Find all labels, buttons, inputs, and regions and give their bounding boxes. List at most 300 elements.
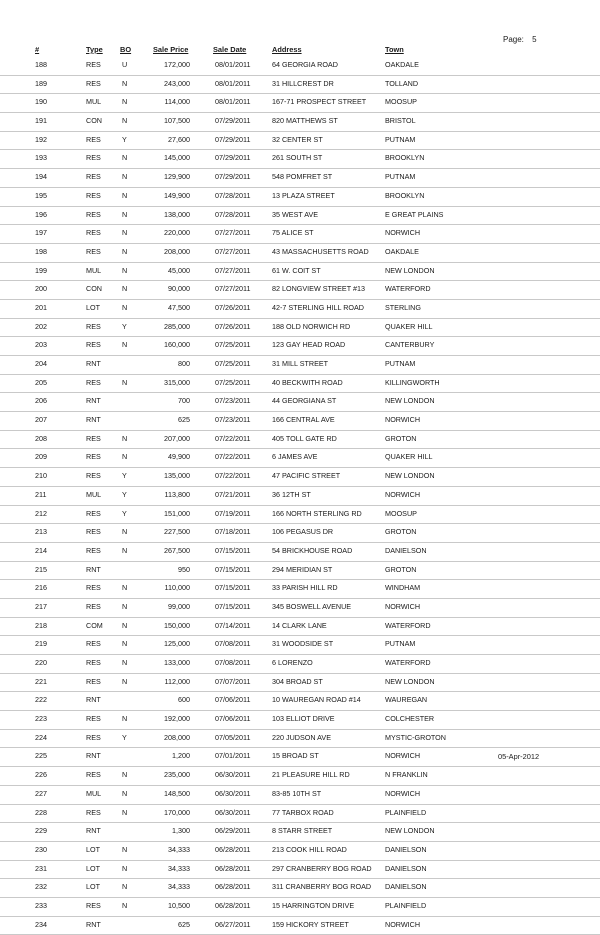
cell-bo: N [122,116,128,126]
cell-address: 32 CENTER ST [272,134,323,144]
cell-town: NEW LONDON [385,265,435,275]
cell-type: RES [86,900,101,910]
table-row [0,655,600,674]
cell-bo: N [122,97,128,107]
cell-sale-date: 07/21/2011 [215,489,251,499]
cell-bo: N [122,172,128,182]
table-row [0,506,600,525]
cell-sale-price: 600 [178,695,190,705]
cell-town: DANIELSON [385,863,427,873]
cell-address: 345 BOSWELL AVENUE [272,601,352,611]
cell-address: 166 CENTRAL AVE [272,415,335,425]
cell-bo: N [122,265,128,275]
cell-bo: N [122,583,128,593]
cell-sale-price: 110,000 [164,583,190,593]
cell-town: MYSTIC-GROTON [385,732,446,742]
cell-sale-date: 07/29/2011 [215,153,251,163]
cell-type: CON [86,116,102,126]
cell-sale-price: 149,900 [164,190,190,200]
cell-sale-date: 07/29/2011 [215,134,251,144]
cell-town: GROTON [385,564,417,574]
cell-address: 220 JUDSON AVE [272,732,331,742]
cell-address: 188 OLD NORWICH RD [272,321,351,331]
cell-town: PUTNAM [385,639,416,649]
cell-bo: Y [122,134,127,144]
table-row [0,449,600,468]
cell-bo: N [122,228,128,238]
cell-town: TOLLAND [385,78,419,88]
cell-sale-price: 208,000 [164,732,190,742]
table-row [0,113,600,132]
cell-sale-price: 27,600 [168,134,190,144]
cell-sale-date: 07/14/2011 [215,620,251,630]
cell-number: 215 [35,564,47,574]
cell-sale-date: 07/27/2011 [215,284,251,294]
cell-sale-price: 285,000 [164,321,190,331]
cell-bo: N [122,302,128,312]
cell-sale-price: 133,000 [164,658,190,667]
table-header [0,45,600,56]
cell-address: 47 PACIFIC STREET [272,471,341,481]
cell-bo: Y [122,471,127,481]
cell-sale-date: 06/29/2011 [215,826,251,836]
cell-bo: N [122,78,128,88]
cell-type: RES [86,228,101,238]
cell-town: DANIELSON [385,882,427,892]
cell-address: 10 WAUREGAN ROAD #14 [272,695,361,705]
cell-address: 8 STARR STREET [272,826,333,836]
cell-type: LOT [86,844,100,854]
cell-bo: N [122,601,128,611]
cell-number: 214 [35,545,47,555]
cell-number: 199 [35,265,47,275]
cell-type: RES [86,732,101,742]
table-row [0,879,600,898]
cell-sale-date: 06/28/2011 [215,900,251,910]
cell-town: WATERFORD [385,284,431,294]
cell-type: RES [86,770,101,780]
cell-sale-price: 208,000 [164,246,190,256]
cell-number: 193 [35,153,47,163]
cell-number: 188 [35,60,47,69]
table-row [0,898,600,917]
cell-sale-date: 07/25/2011 [215,359,251,368]
cell-number: 228 [35,807,47,817]
cell-sale-price: 107,500 [164,116,190,126]
cell-sale-date: 07/08/2011 [215,639,251,649]
table-row [0,861,600,880]
cell-number: 211 [35,489,47,499]
cell-type: RES [86,658,101,667]
cell-town: NORWICH [385,415,421,425]
cell-sale-price: 1,300 [172,826,190,836]
table-row [0,692,600,711]
cell-bo: N [122,545,128,555]
cell-sale-price: 47,500 [168,302,190,312]
cell-number: 213 [35,527,47,537]
table-row [0,767,600,786]
cell-sale-price: 34,333 [168,882,190,892]
cell-address: 21 PLEASURE HILL RD [272,770,350,780]
table-row [0,823,600,842]
cell-sale-price: 700 [178,396,190,406]
cell-type: RES [86,190,101,200]
cell-address: 123 GAY HEAD ROAD [272,340,346,350]
cell-address: 103 ELLIOT DRIVE [272,714,335,724]
cell-address: 405 TOLL GATE RD [272,433,337,443]
cell-address: 297 CRANBERRY BOG ROAD [272,863,372,873]
cell-address: 61 W. COIT ST [272,265,321,275]
cell-sale-price: 1,200 [172,751,190,761]
table-row [0,207,600,226]
table-row [0,94,600,113]
cell-number: 217 [35,601,47,611]
cell-sale-date: 07/25/2011 [215,340,251,350]
cell-sale-price: 45,000 [168,265,190,275]
cell-sale-date: 08/01/2011 [215,78,251,88]
cell-sale-date: 07/26/2011 [215,302,251,312]
cell-address: 14 CLARK LANE [272,620,327,630]
cell-sale-date: 07/29/2011 [215,172,251,182]
cell-address: 75 ALICE ST [272,228,314,238]
table-row [0,580,600,599]
cell-town: WINDHAM [385,583,421,593]
cell-sale-price: 150,000 [164,620,190,630]
cell-town: QUAKER HILL [385,452,433,462]
cell-town: NEW LONDON [385,676,435,686]
cell-bo: N [122,190,128,200]
cell-sale-price: 267,500 [164,545,190,555]
cell-town: NEW LONDON [385,471,435,481]
cell-sale-price: 113,800 [164,489,190,499]
cell-sale-date: 08/01/2011 [215,60,251,69]
cell-address: 54 BRICKHOUSE ROAD [272,545,353,555]
table-row [0,393,600,412]
cell-town: QUAKER HILL [385,321,433,331]
cell-sale-price: 114,000 [164,97,190,107]
cell-sale-price: 99,000 [168,601,190,611]
table-row [0,786,600,805]
cell-sale-price: 950 [178,564,190,574]
cell-type: RES [86,78,101,88]
cell-town: NORWICH [385,751,421,761]
cell-sale-date: 07/29/2011 [215,116,251,126]
cell-address: 31 MILL STREET [272,359,329,368]
cell-sale-date: 07/23/2011 [215,396,251,406]
table-row [0,524,600,543]
cell-bo: N [122,153,128,163]
cell-sale-date: 06/30/2011 [215,788,251,798]
table-row [0,543,600,562]
cell-town: STERLING [385,302,421,312]
cell-address: 40 BECKWITH ROAD [272,377,343,387]
cell-number: 232 [35,882,47,892]
cell-type: RES [86,471,101,481]
table-row [0,730,600,749]
cell-sale-date: 07/15/2011 [215,545,251,555]
cell-type: RES [86,60,101,69]
cell-number: 234 [35,919,47,929]
cell-bo: Y [122,732,127,742]
cell-town: E GREAT PLAINS [385,209,444,219]
cell-number: 209 [35,452,47,462]
cell-number: 227 [35,788,47,798]
table-row [0,356,600,375]
cell-bo: Y [122,321,127,331]
cell-sale-price: 192,000 [164,714,190,724]
cell-sale-date: 07/25/2011 [215,377,251,387]
cell-sale-date: 06/28/2011 [215,882,251,892]
cell-type: RES [86,433,101,443]
cell-number: 216 [35,583,47,593]
cell-sale-price: 315,000 [164,377,190,387]
cell-sale-date: 07/19/2011 [215,508,251,518]
cell-town: BROOKLYN [385,190,425,200]
cell-number: 224 [35,732,47,742]
cell-town: N FRANKLIN [385,770,428,780]
cell-sale-date: 07/01/2011 [215,751,251,761]
header-sale-price: Sale Price [153,45,189,54]
cell-type: RES [86,153,101,163]
cell-type: RES [86,527,101,537]
table-row [0,636,600,655]
cell-town: OAKDALE [385,246,419,256]
cell-bo: N [122,284,128,294]
cell-bo: N [122,788,128,798]
page-number [503,35,543,44]
table-row [0,169,600,188]
cell-number: 205 [35,377,47,387]
cell-sale-date: 07/15/2011 [215,583,251,593]
cell-sale-date: 07/22/2011 [215,452,251,462]
cell-address: 33 PARISH HILL RD [272,583,338,593]
cell-bo: N [122,658,128,667]
cell-town: GROTON [385,433,417,443]
cell-number: 233 [35,900,47,910]
cell-number: 200 [35,284,47,294]
cell-type: RNT [86,751,101,761]
cell-address: 304 BROAD ST [272,676,323,686]
table-row [0,300,600,319]
cell-address: 159 HICKORY STREET [272,919,349,929]
cell-type: RES [86,639,101,649]
cell-sale-date: 06/28/2011 [215,863,251,873]
cell-sale-price: 800 [178,359,190,368]
cell-sale-price: 625 [178,415,190,425]
cell-type: RES [86,321,101,331]
header-address: Address [272,45,302,54]
cell-address: 13 PLAZA STREET [272,190,335,200]
cell-sale-price: 90,000 [168,284,190,294]
cell-number: 208 [35,433,47,443]
cell-type: RNT [86,359,101,368]
table-row [0,599,600,618]
cell-type: RES [86,601,101,611]
cell-bo: N [122,209,128,219]
cell-bo: U [122,60,128,69]
cell-number: 220 [35,658,47,667]
cell-address: 548 POMFRET ST [272,172,333,182]
cell-number: 207 [35,415,47,425]
cell-sale-price: 220,000 [164,228,190,238]
cell-sale-date: 07/18/2011 [215,527,251,537]
table-row [0,188,600,207]
cell-sale-price: 138,000 [164,209,190,219]
cell-sale-price: 10,500 [168,900,190,910]
cell-sale-date: 07/15/2011 [215,564,251,574]
sales-table [0,57,600,935]
cell-sale-date: 06/28/2011 [215,844,251,854]
cell-town: NORWICH [385,228,421,238]
cell-address: 6 JAMES AVE [272,452,318,462]
cell-number: 192 [35,134,47,144]
cell-type: RES [86,452,101,462]
cell-type: CON [86,284,102,294]
cell-sale-price: 207,000 [164,433,190,443]
cell-bo: N [122,844,128,854]
cell-type: RES [86,209,101,219]
cell-town: NEW LONDON [385,396,435,406]
page-value: 5 [532,35,537,44]
header-type: Type [86,45,103,54]
table-row [0,487,600,506]
cell-bo: N [122,452,128,462]
cell-type: MUL [86,489,102,499]
cell-number: 195 [35,190,47,200]
cell-town: KILLINGWORTH [385,377,440,387]
cell-sale-date: 07/28/2011 [215,209,251,219]
cell-number: 198 [35,246,47,256]
cell-sale-price: 160,000 [164,340,190,350]
cell-bo: N [122,639,128,649]
cell-town: BRISTOL [385,116,416,126]
cell-address: 106 PEGASUS DR [272,527,334,537]
cell-bo: N [122,807,128,817]
cell-number: 196 [35,209,47,219]
cell-sale-price: 135,000 [164,471,190,481]
cell-type: RNT [86,695,101,705]
table-row [0,132,600,151]
cell-town: DANIELSON [385,545,427,555]
cell-address: 15 HARRINGTON DRIVE [272,900,355,910]
cell-sale-price: 625 [178,919,190,929]
cell-sale-date: 07/08/2011 [215,658,251,667]
cell-number: 206 [35,396,47,406]
cell-bo: Y [122,508,127,518]
cell-bo: N [122,882,128,892]
cell-number: 204 [35,359,47,368]
cell-town: BROOKLYN [385,153,425,163]
cell-bo: N [122,900,128,910]
cell-type: RES [86,714,101,724]
cell-town: COLCHESTER [385,714,435,724]
cell-town: MOOSUP [385,508,417,518]
cell-type: RES [86,508,101,518]
cell-number: 226 [35,770,47,780]
cell-number: 231 [35,863,47,873]
cell-number: 222 [35,695,47,705]
cell-number: 218 [35,620,47,630]
table-row [0,412,600,431]
cell-sale-price: 125,000 [164,639,190,649]
cell-type: RNT [86,415,101,425]
table-row [0,805,600,824]
cell-bo: N [122,676,128,686]
cell-town: MOOSUP [385,97,417,107]
cell-type: RES [86,134,101,144]
cell-sale-date: 07/27/2011 [215,265,251,275]
cell-number: 201 [35,302,47,312]
cell-address: 820 MATTHEWS ST [272,116,338,126]
cell-town: PUTNAM [385,134,416,144]
cell-bo: N [122,770,128,780]
cell-town: PUTNAM [385,359,416,368]
cell-sale-price: 49,900 [168,452,190,462]
table-row [0,319,600,338]
cell-town: CANTERBURY [385,340,435,350]
cell-sale-date: 07/05/2011 [215,732,251,742]
table-row [0,225,600,244]
cell-number: 212 [35,508,47,518]
cell-bo: N [122,433,128,443]
cell-bo: N [122,620,128,630]
cell-sale-price: 170,000 [164,807,190,817]
cell-address: 43 MASSACHUSETTS ROAD [272,246,369,256]
cell-town: NEW LONDON [385,826,435,836]
table-row [0,618,600,637]
cell-address: 83-85 10TH ST [272,788,322,798]
table-row [0,562,600,581]
cell-number: 221 [35,676,47,686]
cell-number: 191 [35,116,47,126]
cell-type: MUL [86,97,102,107]
table-row [0,842,600,861]
cell-sale-price: 34,333 [168,844,190,854]
cell-type: RES [86,377,101,387]
cell-sale-date: 07/06/2011 [215,695,251,705]
cell-type: RNT [86,826,101,836]
cell-type: RNT [86,396,101,406]
table-row [0,375,600,394]
cell-number: 219 [35,639,47,649]
cell-number: 210 [35,471,47,481]
cell-number: 197 [35,228,47,238]
cell-type: RES [86,807,101,817]
table-row [0,337,600,356]
cell-address: 311 CRANBERRY BOG ROAD [272,882,372,892]
cell-number: 225 [35,751,47,761]
cell-address: 31 WOODSIDE ST [272,639,334,649]
cell-sale-date: 07/23/2011 [215,415,251,425]
cell-town: WATERFORD [385,620,431,630]
table-row [0,468,600,487]
cell-number: 202 [35,321,47,331]
cell-sale-price: 227,500 [164,527,190,537]
cell-address: 166 NORTH STERLING RD [272,508,362,518]
cell-bo: N [122,377,128,387]
cell-address: 64 GEORGIA ROAD [272,60,338,69]
cell-town: PUTNAM [385,172,416,182]
cell-sale-date: 08/01/2011 [215,97,251,107]
table-row [0,244,600,263]
table-row [0,674,600,693]
cell-sale-price: 112,000 [164,676,190,686]
cell-sale-price: 145,000 [164,153,190,163]
cell-sale-price: 148,500 [164,788,190,798]
cell-type: MUL [86,788,102,798]
cell-type: RES [86,172,101,182]
cell-bo: N [122,863,128,873]
